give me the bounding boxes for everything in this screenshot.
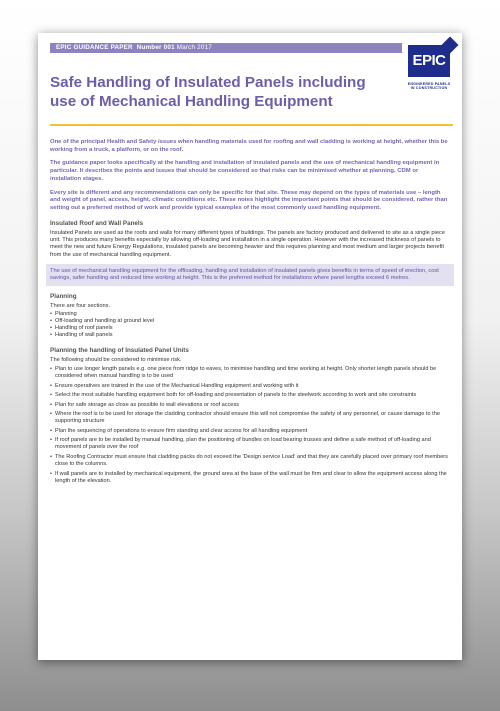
list-item: • Select the most suitable handling equipment both for off-loading and presentation of panels to the steelwork according to work and site constraints bbox=[50, 392, 450, 399]
paper-number: Number 001 bbox=[136, 44, 175, 51]
document-body bbox=[50, 139, 450, 487]
highlight-callout: The use of mechanical handling equipment for the offloading, handling and installation of insulated panels gives benefits in terms of speed of erection, cost savings, safer handling and reduced time working at height. This is the preferred method for installations where panel lengths exceed 6 metres. bbox=[46, 264, 454, 287]
section-heading: Insulated Roof and Wall Panels bbox=[50, 219, 144, 227]
logo-mark: EPIC bbox=[408, 45, 450, 77]
list-item: • Handling of wall panels bbox=[50, 332, 450, 339]
planning-list bbox=[50, 311, 450, 340]
section-body: Insulated Panels are used as the roofs and walls for many different types of buildings. The panels are factory produced and delivered to site as a single piece unit. This produces many benefits especially by allowing off-loading and installation in a single operation. However with the increased thickness of panels to meet the new and future Energy Regulations, insulated panels are becoming heavier and this requires planning and most medium and larger projects benefit from the use of mechanical handling equipment. bbox=[50, 229, 445, 258]
header-banner bbox=[50, 43, 402, 53]
section-heading: Planning bbox=[50, 293, 77, 301]
list-item: • Planning bbox=[50, 311, 450, 318]
intro-paragraph: One of the principal Health and Safety issues when handling materials used for roofing and wall cladding is working at height, whether this be working from a truck, a platform, or on the roof. bbox=[50, 139, 448, 153]
intro-paragraph: Every site is different and any recommendations can only be specific for that site. These may depend on the types of materials use – length and weight of panel, access, height, climatic conditions etc. These notes highlight the important points that should be considered, rather than setting out a preferred method of work and provide typical examples of the most commonly used handling equipment. bbox=[50, 189, 448, 211]
section-intro: The following should be considered to minimise risk. bbox=[50, 356, 182, 363]
list-item: • If wall panels are to installed by mechanical equipment, the ground area at the base of the wall must be firm and clear to allow the equipment access along the length of the elevation. bbox=[50, 471, 450, 485]
list-item: • If roof panels are to be installed by manual handling, plan the positioning of bundles on load bearing trusses and define a safe method of off-loading and movement of panels over the roof bbox=[50, 437, 450, 451]
page-title: Safe Handling of Insulated Panels including use of Mechanical Handling Equipment bbox=[50, 74, 366, 110]
list-item: • Plan for safe storage as close as possible to wall elevations or roof access bbox=[50, 402, 450, 409]
list-item: • Where the roof is to be used for storage the cladding contractor should ensure this will not compromise the safety of any personnel, or cause damage to the supporting structure bbox=[50, 411, 450, 425]
logo-tagline: ENGINEERED PANELS IN CONSTRUCTION bbox=[407, 82, 451, 91]
list-item: • Plan to use longer length panels e.g. one piece from ridge to eaves, to minimise handling and time working at height. Only shorter length panels should be considered when manual handling is to be used bbox=[50, 366, 450, 380]
list-item: • Plan the sequencing of operations to ensure firm standing and clear access for all handling equipment bbox=[50, 428, 450, 435]
list-item: • The Roofing Contractor must ensure that cladding packs do not exceed the 'Design service Load' and that they are carefully placed over primary roof members close to the columns. bbox=[50, 454, 450, 468]
section-intro: There are four sections. bbox=[50, 303, 111, 310]
section-heading: Planning the handling of Insulated Panel Units bbox=[50, 346, 189, 354]
paper-date: March 2017 bbox=[176, 44, 212, 51]
document-page bbox=[38, 33, 462, 660]
list-item: • Off-loading and handling at ground level bbox=[50, 318, 450, 325]
intro-paragraph: The guidance paper looks specifically at the handling and installation of insulated panels and the use of mechanical handling equipment in particular. It describes the points and issues that should be considered so that risks can be minimised whether at planning, CDM or installation stages. bbox=[50, 160, 440, 182]
series-label: EPIC GUIDANCE PAPER bbox=[56, 44, 133, 51]
title-divider bbox=[50, 124, 453, 126]
list-item: • Handling of roof panels bbox=[50, 325, 450, 332]
epic-logo bbox=[406, 45, 452, 91]
risk-list bbox=[50, 366, 450, 485]
list-item: • Ensure operatives are trained in the use of the Mechanical Handling equipment and working with it bbox=[50, 383, 450, 390]
